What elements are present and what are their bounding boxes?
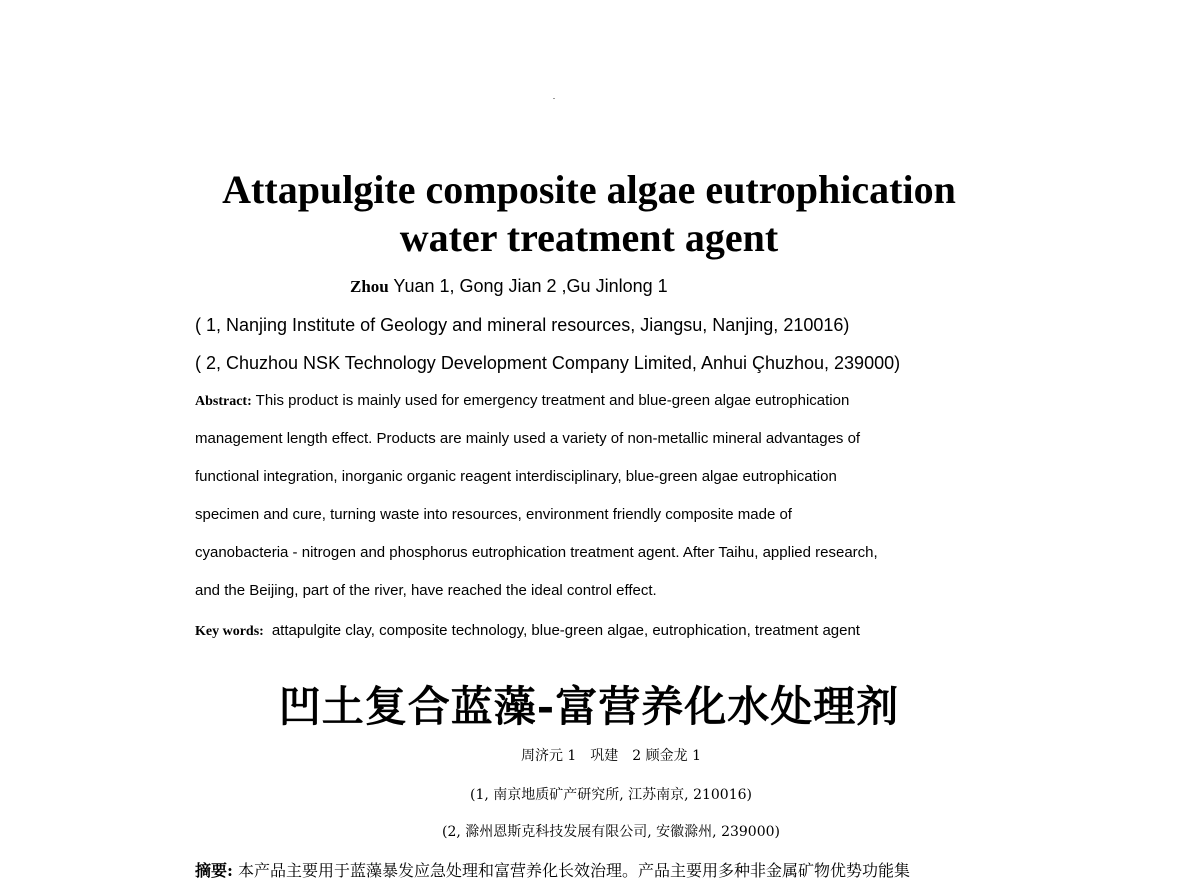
english-affiliation-2: ( 2, Chuzhou NSK Technology Development Company Limited, Anhui Çhuzhou, 239000) <box>195 353 901 373</box>
english-authors <box>350 275 668 298</box>
keywords-text: attapulgite clay, composite technology, blue-green algae, eutrophication, treatment agent <box>271 622 860 639</box>
abstract-line: specimen and cure, turning waste into resources, environment friendly composite made of <box>195 506 792 523</box>
english-keywords <box>195 618 860 645</box>
abstract-line: functional integration, inorganic organic reagent interdisciplinary, blue-green algae eutrophication <box>195 468 837 485</box>
english-authors-rest: Yuan 1, Gong Jian 2 ,Gu Jinlong 1 <box>388 276 668 296</box>
chinese-title: 凹土复合蓝藻-富营养化水处理剂 <box>278 682 900 731</box>
abstract-line: and the Beijing, part of the river, have reached the ideal control effect. <box>195 582 657 599</box>
keywords-label: Key words: <box>195 624 264 639</box>
english-title <box>0 166 1178 262</box>
english-first-author-surname: Zhou <box>350 277 389 296</box>
chinese-abstract-label: 摘要: <box>195 861 233 880</box>
chinese-abstract-text: 本产品主要用于蓝藻暴发应急处理和富营养化长效治理。产品主要用多种非金属矿物优势功能集 <box>232 861 911 880</box>
scan-speck <box>553 98 555 99</box>
abstract-line: management length effect. Products are mainly used a variety of non-metallic mineral advantages of <box>195 430 861 447</box>
chinese-abstract <box>195 858 1195 883</box>
english-affiliation-1: ( 1, Nanjing Institute of Geology and mineral resources, Jiangsu, Nanjing, 210016) <box>195 315 850 335</box>
abstract-line <box>195 388 985 426</box>
abstract-label: Abstract: <box>195 394 252 409</box>
chinese-affiliation-1: (1, 南京地质矿产研究所, 江苏南京, 210016) <box>470 787 752 803</box>
english-abstract <box>195 388 985 616</box>
abstract-text: This product is mainly used for emergency treatment and blue-green algae eutrophication <box>251 392 850 409</box>
english-title-line-1: Attapulgite composite algae eutrophication <box>222 167 956 212</box>
chinese-authors: 周济元 1 巩建 2 顾金龙 1 <box>520 748 702 764</box>
english-title-line-2: water treatment agent <box>399 215 779 260</box>
abstract-line: cyanobacteria - nitrogen and phosphorus eutrophication treatment agent. After Taihu, applied research, <box>195 544 878 561</box>
chinese-affiliation-2: (2, 滁州恩斯克科技发展有限公司, 安徽滁州, 239000) <box>442 824 780 840</box>
